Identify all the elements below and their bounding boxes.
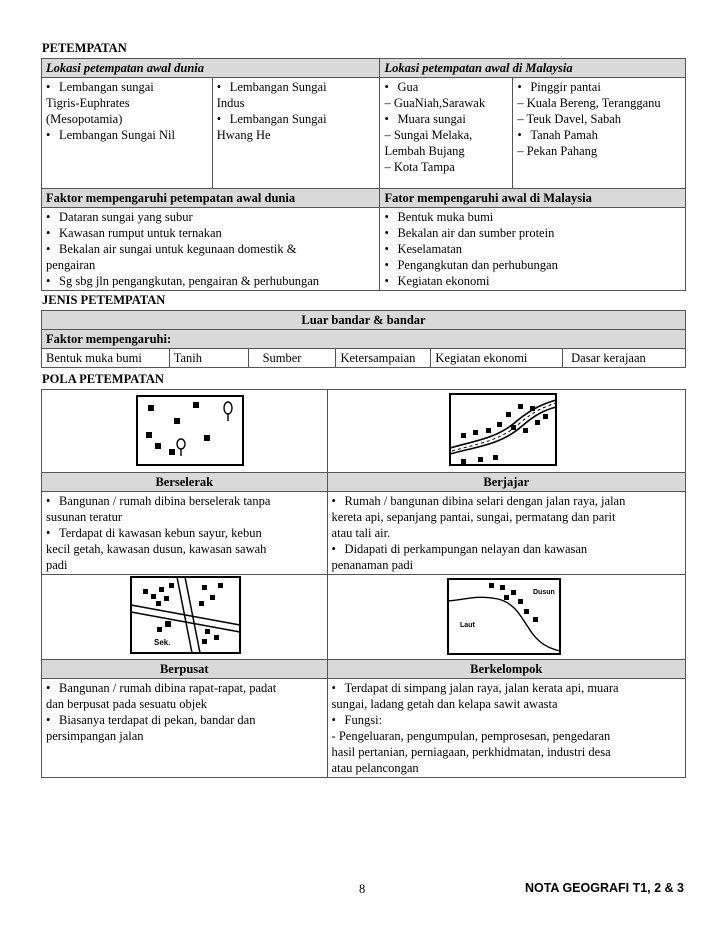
list-item: kereta api, sepanjang pantai, sungai, permatang dan parit [331,510,616,524]
jenis-faktor-item: Sumber [248,349,336,368]
list-item: atau tali air. [331,526,391,540]
berpusat-map-label: Sek. [154,638,171,647]
list-item: persimpangan jalan [46,729,144,743]
berjajar-map [327,390,685,473]
berpusat-map-drawing [42,575,328,659]
list-item: kecil getah, kawasan dusun, kawasan sawah [46,542,267,556]
list-item: • Bekalan air dan sumber protein [384,225,681,241]
list-item: hasil pertanian, perniagaan, perkhidmatan, industri desa [331,745,611,759]
list-item: – Sungai Melaka, [384,128,473,142]
jenis-faktor-item: Ketersampaian [336,349,431,368]
list-item: • Pinggir pantai [517,79,681,95]
list-item: – Teuk Davel, Sabah [517,112,622,126]
list-item: sungai, ladang getah dan kelapa sawit awasta [331,697,558,711]
berselerak-points [42,492,328,575]
list-item: pengairan [46,258,96,272]
list-item: – GuaNiah,Sarawak [384,96,486,110]
list-item: • Lembangan Sungai [217,79,376,95]
list-item: • Kawasan rumput untuk ternakan [46,225,375,241]
list-item: • Terdapat di kawasan kebun sayur, kebun [46,525,323,541]
jenis-header: Luar bandar & bandar [42,311,686,330]
list-item: • Sg sbg jln pengangkutan, pengairan & perhubungan [46,273,375,289]
pola-table [41,389,686,778]
jenis-table [41,310,686,368]
list-item: • Bangunan / rumah dibina berselerak tanpa [46,493,323,509]
faktor-malaysia-list [380,208,686,291]
section-title-pola: POLA PETEMPATAN [42,372,164,386]
list-item: Tigris-Euphrates [46,96,130,110]
dunia-col1 [42,78,213,189]
list-item: • Bangunan / rumah dibina rapat-rapat, padat [46,680,323,696]
jenis-faktor-label: Faktor mempengaruhi: [42,330,686,349]
list-item: – Kota Tampa [384,160,455,174]
list-item: atau pelancongan [331,761,419,775]
section-title-petempatan: PETEMPATAN [42,41,127,55]
list-item: Hwang He [216,128,271,142]
malaysia-col2 [513,78,686,189]
berkelompok-map-label-2: Laut [459,622,475,629]
list-item: • Pengangkutan dan perhubungan [384,257,681,273]
footer-title: NOTA GEOGRAFI T1, 2 & 3 [524,881,684,895]
list-item: • Biasanya terdapat di pekan, bandar dan [46,712,323,728]
list-item: • Tanah Pamah [517,127,681,143]
jenis-faktor-item: Kegiatan ekonomi [431,349,563,368]
berkelompok-label: Berkelompok [327,660,685,679]
list-item: • Didapati di perkampungan nelayan dan kawasan [332,541,681,557]
list-item: • Fungsi: [332,712,681,728]
list-item: (Mesopotamia) [46,112,123,126]
berjajar-map-drawing [328,390,687,472]
list-item: • Rumah / bangunan dibina selari dengan jalan raya, jalan [332,493,681,509]
list-item: penanaman padi [331,558,414,572]
jenis-faktor-item: Bentuk muka bumi [42,349,170,368]
list-item: • Bentuk muka bumi [384,209,681,225]
dunia-col2 [212,78,380,189]
list-item: - Pengeluaran, pengumpulan, pemprosesan, pengedaran [331,729,611,743]
list-item: Indus [216,96,245,110]
jenis-faktor-item: Dasar kerajaan [563,349,686,368]
lokasi-malaysia-header: Lokasi petempatan awal di Malaysia [380,59,686,78]
berselerak-label: Berselerak [42,473,328,492]
berselerak-map-drawing [42,390,328,472]
berselerak-map [42,390,328,473]
list-item: dan berpusat pada sesuatu objek [46,697,208,711]
faktor-dunia-header: Faktor mempengaruhi petempatan awal dunia [42,189,380,208]
lokasi-dunia-header: Lokasi petempatan awal dunia [42,59,380,78]
berkelompok-points [327,679,685,778]
list-item: • Lembangan Sungai Nil [46,127,208,143]
list-item: – Kuala Bereng, Terangganu [517,96,661,110]
faktor-dunia-list [42,208,380,291]
petempatan-table [41,58,686,291]
list-item: Lembah Bujang [384,144,465,158]
berkelompok-map-label-1: Dusun [532,589,555,596]
list-item: • Terdapat di simpang jalan raya, jalan kerata api, muara [332,680,681,696]
list-item: • Bekalan air sungai untuk kegunaan domestik & [46,241,375,257]
page-number: 8 [359,882,366,896]
berpusat-map [42,575,328,660]
list-item: padi [46,558,68,572]
berkelompok-map [327,575,685,660]
malaysia-col1 [380,78,513,189]
list-item: • Dataran sungai yang subur [46,209,375,225]
list-item: • Keselamatan [384,241,681,257]
faktor-malaysia-header: Fator mempengaruhi awal di Malaysia [380,189,686,208]
berjajar-label: Berjajar [327,473,685,492]
list-item: • Muara sungai [384,111,508,127]
list-item: • Lembangan sungai [46,79,208,95]
berkelompok-map-drawing [328,575,687,659]
jenis-faktor-item: Tanih [169,349,248,368]
berjajar-points [327,492,685,575]
list-item: susunan teratur [46,510,123,524]
berpusat-label: Berpusat [42,660,328,679]
berpusat-points [42,679,328,778]
section-title-jenis: JENIS PETEMPATAN [42,293,166,307]
list-item: • Kegiatan ekonomi [384,273,681,289]
list-item: – Pekan Pahang [517,144,598,158]
list-item: • Gua [384,79,508,95]
list-item: • Lembangan Sungai [217,111,376,127]
